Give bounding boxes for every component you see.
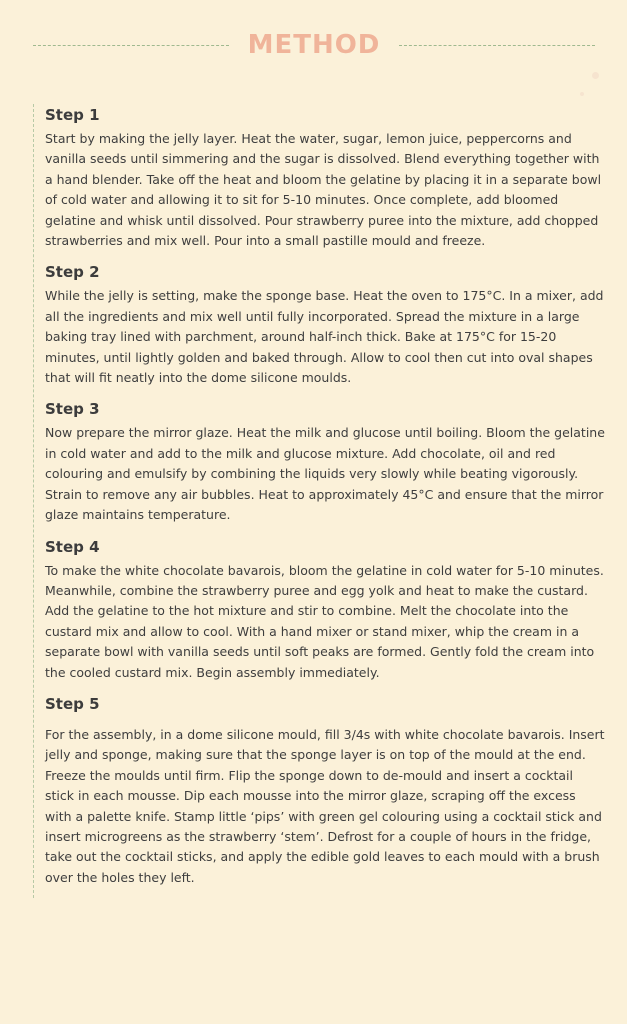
step-title: Step 5 bbox=[45, 694, 100, 713]
header-divider-right bbox=[399, 45, 595, 46]
step-text: For the assembly, in a dome silicone mould, fill 3/4s with white chocolate bavarois. Insert jelly and sponge, making sure that the sponge layer is on top of the mould at the end. Freeze the moulds until firm. Flip the sponge down to de-mould and insert a cocktail stick in each mousse. Dip each mousse into the mirror glaze, scraping off the excess with a palette knife. Stamp little ‘pips’ with green gel colouring using a cocktail stick and insert microgreens as the strawberry ‘stem’. Defrost for a couple of hours in the fridge, take out the cocktail sticks, and apply the edible gold leaves to each mould with a brush over the holes they left. bbox=[45, 726, 605, 885]
step-3 bbox=[45, 398, 605, 525]
decorative-dot bbox=[592, 72, 599, 79]
method-steps bbox=[33, 104, 605, 898]
decorative-dot bbox=[580, 92, 584, 96]
step-text: Start by making the jelly layer. Heat the water, sugar, lemon juice, peppercorns and vanilla seeds until simmering and the sugar is dissolved. Blend everything together with a hand blender. Take off the heat and bloom the gelatine by placing it in a separate bowl of cold water and allowing it to sit for 5-10 minutes. Once complete, add bloomed gelatine and whisk until dissolved. Pour strawberry puree into the mixture, add chopped strawberries and mix well. Pour into a small pastille mould and freeze. bbox=[45, 131, 602, 249]
page-title: METHOD bbox=[247, 30, 381, 60]
step-title: Step 4 bbox=[45, 537, 100, 556]
method-header bbox=[33, 26, 595, 66]
step-text: To make the white chocolate bavarois, bloom the gelatine in cold water for 5-10 minutes. Meanwhile, combine the strawberry puree and egg yolk and heat to make the custard. Add the gelatine to the hot mixture and stir to combine. Melt the chocolate into the custard mix and allow to cool. With a hand mixer or stand mixer, whip the cream in a separate bowl with vanilla seeds until soft peaks are formed. Gently fold the cream into the cooled custard mix. Begin assembly immediately. bbox=[45, 562, 604, 680]
step-4 bbox=[45, 536, 605, 683]
step-title: Step 1 bbox=[45, 106, 100, 124]
step-title: Step 3 bbox=[45, 400, 100, 419]
step-5 bbox=[45, 693, 605, 888]
step-1 bbox=[45, 104, 605, 251]
step-text: While the jelly is setting, make the sponge base. Heat the oven to 175°C. In a mixer, add all the ingredients and mix well until fully incorporated. Spread the mixture in a large baking tray lined with parchment, around half-inch thick. Bake at 175°C for 15-20 minutes, until lightly golden and baked through. Allow to cool then cut into oval shapes that will fit neatly into the dome silicone moulds. bbox=[45, 288, 604, 386]
step-title: Step 2 bbox=[45, 263, 100, 282]
step-2 bbox=[45, 261, 605, 388]
step-text: Now prepare the mirror glaze. Heat the milk and glucose until boiling. Bloom the gelatine in cold water and add to the milk and glucose mixture. Add chocolate, oil and red colouring and emulsify by combining the liquids very slowly while beating vigorously. Strain to remove any air bubbles. Heat to approximately 45°C and ensure that the mirror glaze maintains temperature. bbox=[45, 425, 605, 523]
